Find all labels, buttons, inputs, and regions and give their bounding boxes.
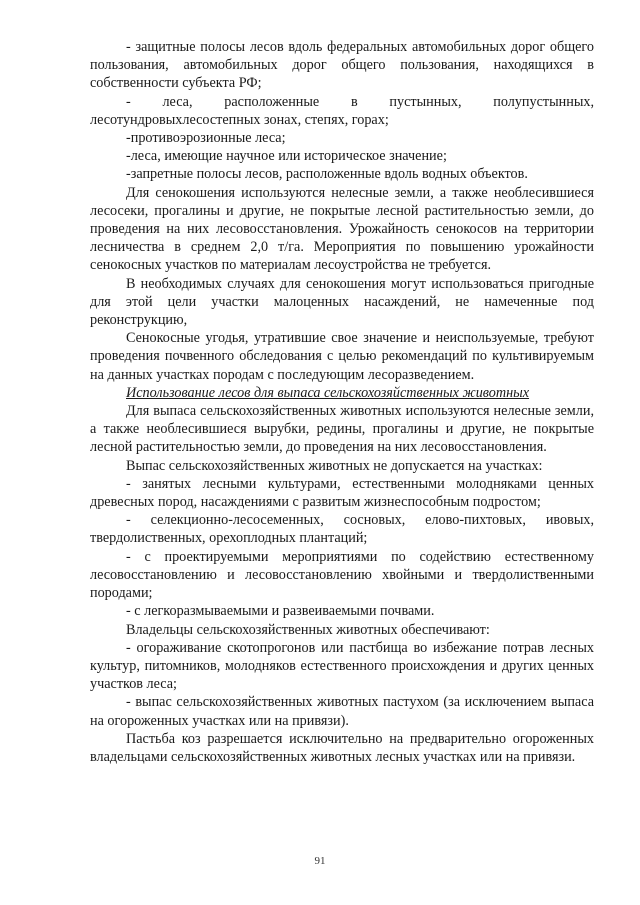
page-number: 91 bbox=[314, 855, 326, 867]
paragraph: Для выпаса сельскохозяйственных животных используются нелесные земли, а также необлесившиеся вырубки, редины, прогалины и другие, не покрытые лесной растительностью земли, до проведения на них лесовосстановления. bbox=[90, 403, 594, 456]
paragraph: Владельцы сельскохозяйственных животных обеспечивают: bbox=[126, 621, 490, 638]
paragraph: Пастьба коз разрешается исключительно на предварительно огороженных владельцами сельскохозяйственных животных лесных участках или на привязи. bbox=[90, 730, 594, 765]
paragraph: - селекционно-лесосеменных, сосновых, елово-пихтовых, ивовых, твердолиственных, орехоплодных плантаций; bbox=[90, 512, 594, 547]
document-page bbox=[90, 38, 594, 766]
paragraph: - занятых лесными культурами, естественными молодняками ценных древесных пород, насаждениями с развитым жизнеспособным подростом; bbox=[90, 475, 594, 511]
paragraph: - защитные полосы лесов вдоль федеральных автомобильных дорог общего пользования, автомобильных дорог общего пользования, находящихся в собственности субъекта РФ; bbox=[90, 39, 594, 92]
paragraph: - с легкоразмываемыми и развеиваемыми почвами. bbox=[126, 603, 435, 620]
paragraph: - леса, расположенные в пустынных, полупустынных, лесотундровыхлесостепных зонах, степях, горах; bbox=[90, 93, 594, 128]
paragraph: -запретные полосы лесов, расположенные вдоль водных объектов. bbox=[126, 166, 528, 183]
paragraph: В необходимых случаях для сенокошения могут использоваться пригодные для этой цели участки малоценных насаждений, не намеченные под реконструкцию, bbox=[90, 275, 594, 329]
paragraph: Для сенокошения используются нелесные земли, а также необлесившиеся лесосеки, прогалины и другие, не покрытые лесной растительностью земли, до проведения на них лесовосстановления. Урожайность сенокосов на территории лесничества в среднем 2,0 т/га. Мероприятия по повышению урожайности сенокосных участков по материалам лесоустройства не требуется. bbox=[90, 184, 594, 274]
paragraph: Выпас сельскохозяйственных животных не допускается на участках: bbox=[126, 457, 543, 474]
section-heading: Использование лесов для выпаса сельскохозяйственных животных bbox=[126, 384, 530, 401]
paragraph: - огораживание скотопрогонов или пастбища во избежание потрав лесных культур, питомников, молодняков естественного происхождения и других ценных участков леса; bbox=[90, 639, 594, 693]
paragraph: Сенокосные угодья, утратившие свое значение и неиспользуемые, требуют проведения почвенного обследования с целью рекомендаций по культивируемым на данных участках породам с последующим лесоразведением. bbox=[90, 330, 594, 383]
paragraph: - выпас сельскохозяйственных животных пастухом (за исключением выпаса на огороженных участках или на привязи). bbox=[90, 694, 594, 729]
paragraph: -противоэрозионные леса; bbox=[126, 130, 286, 147]
paragraph: -леса, имеющие научное или историческое значение; bbox=[126, 148, 447, 165]
paragraph: - с проектируемыми мероприятиями по содействию естественному лесовосстановлению и лесовосстановлению хвойными и твердолиственными породами; bbox=[90, 548, 594, 602]
